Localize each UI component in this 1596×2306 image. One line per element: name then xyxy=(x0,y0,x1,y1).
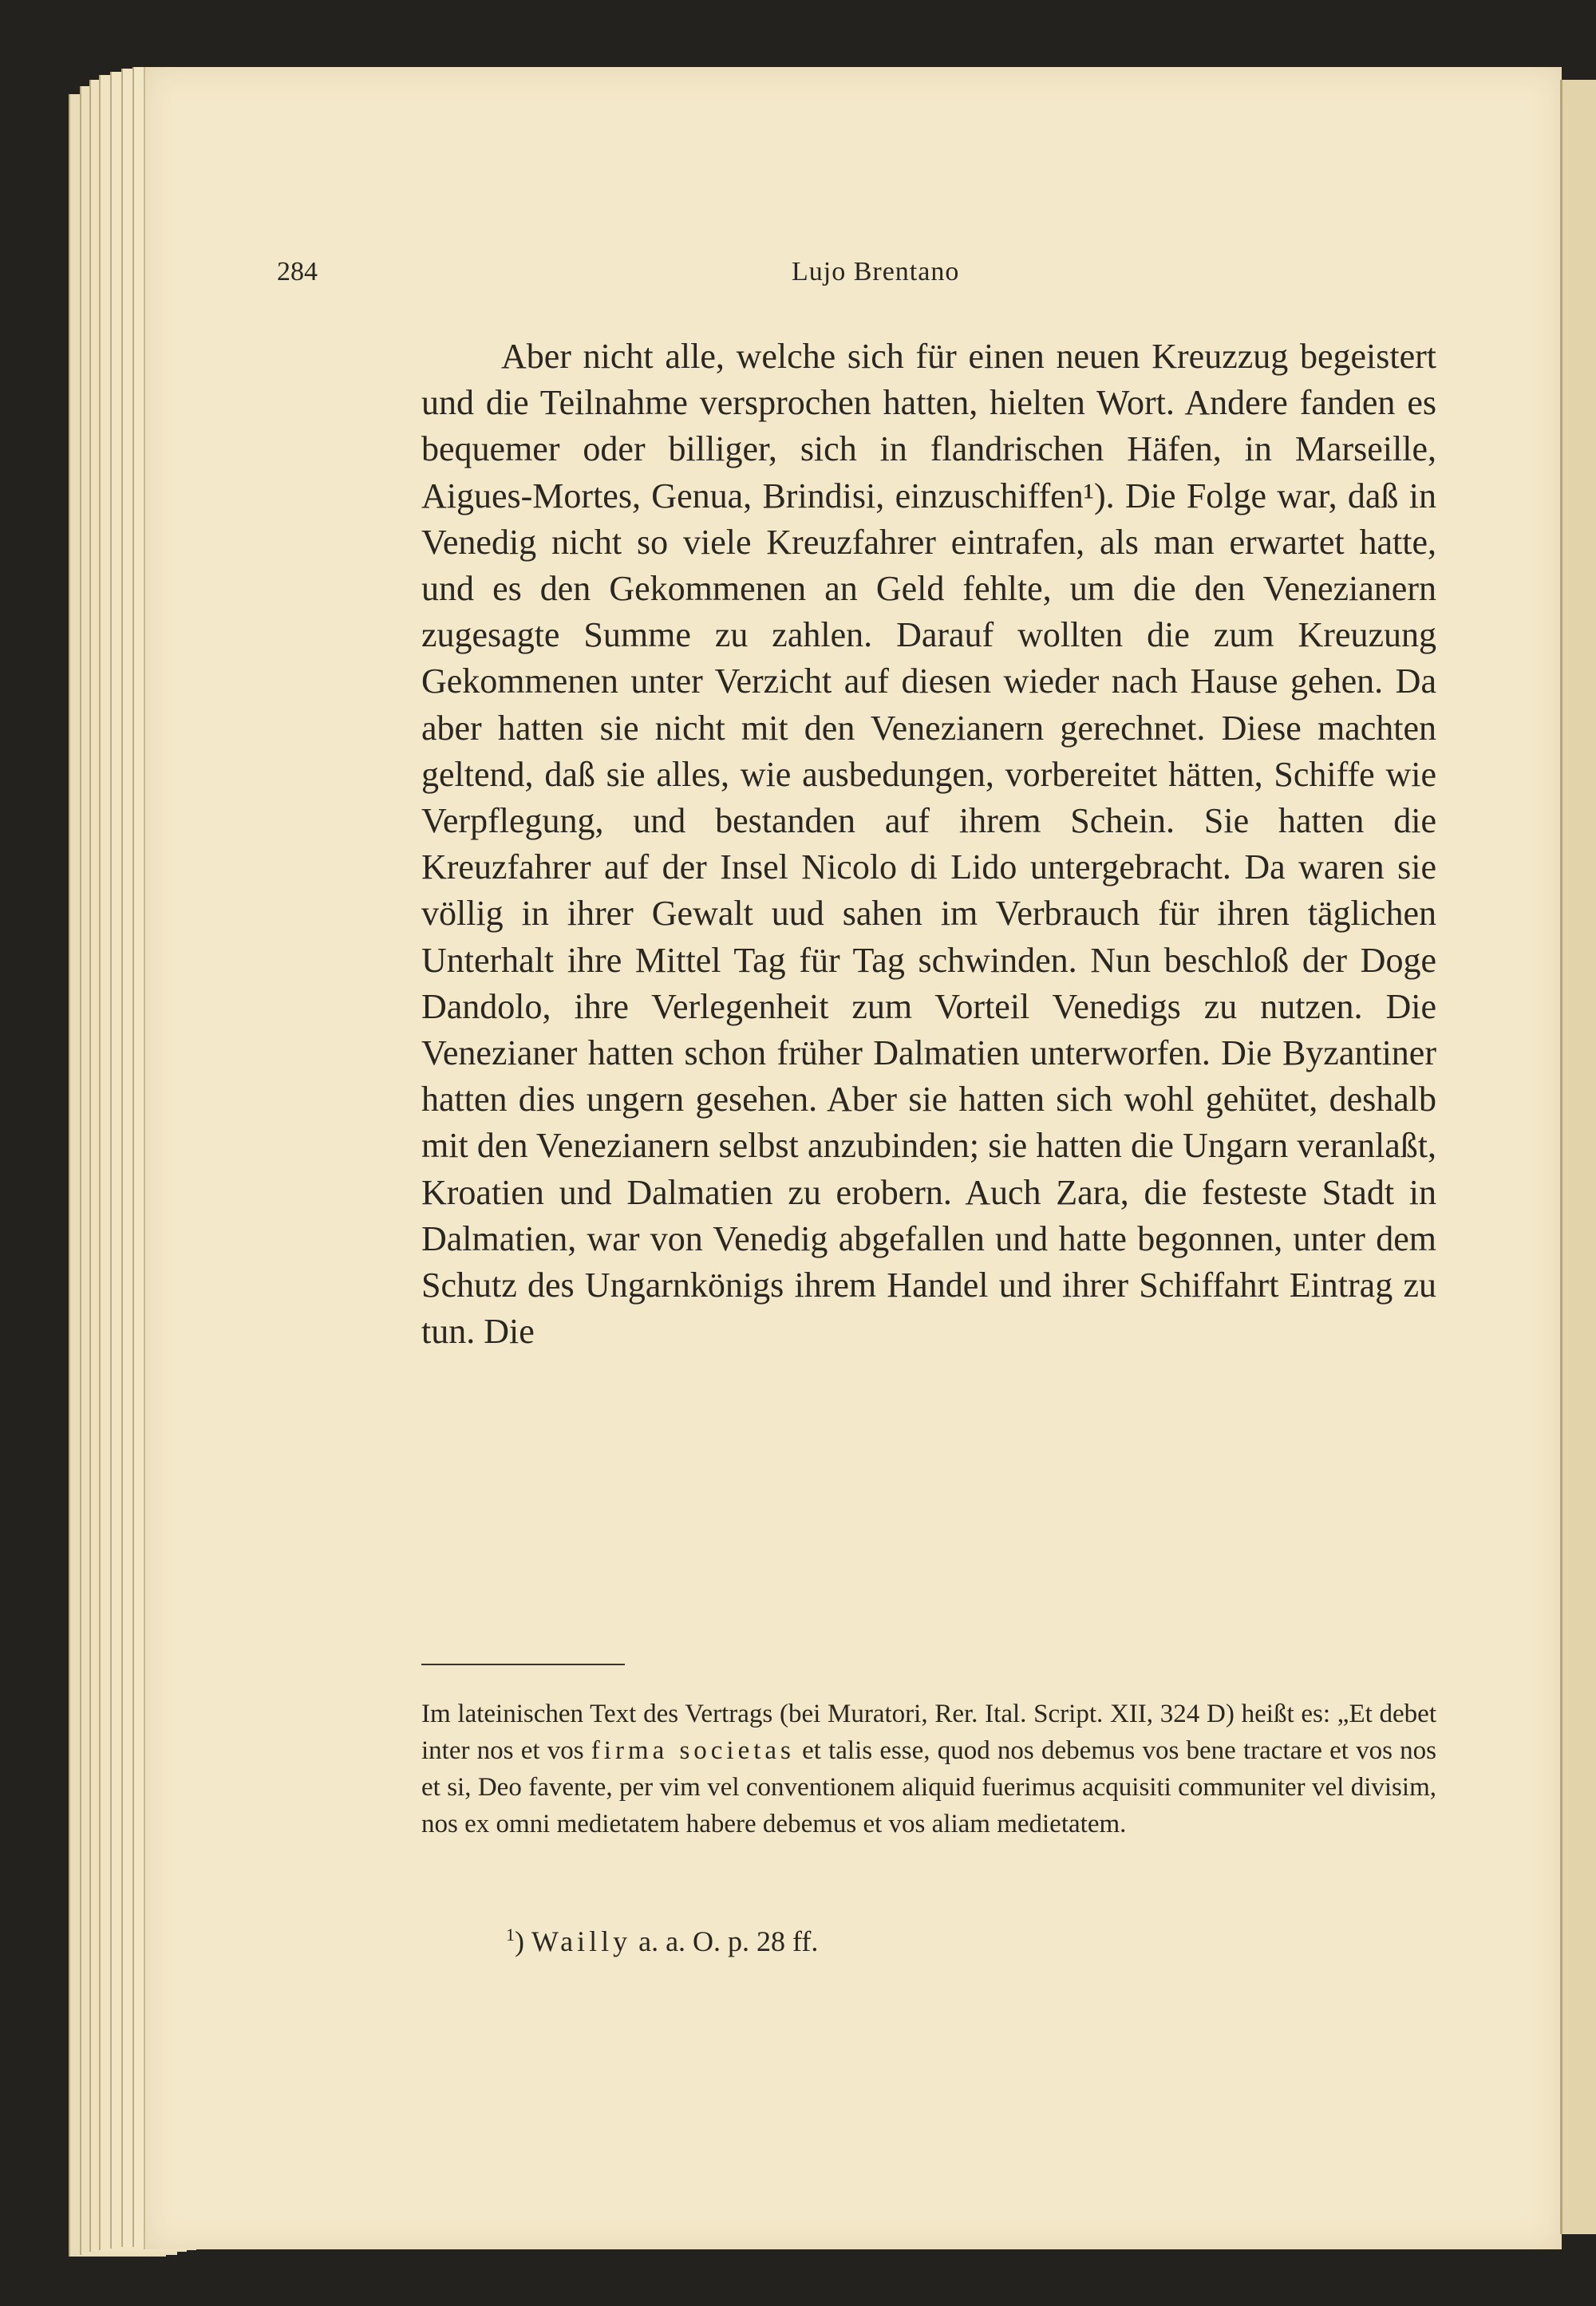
running-head xyxy=(277,257,1434,297)
footnote-text-part: et talis esse, quod nos debemus vos bene tractare et vos nos et si, Deo favente, per vim vel conventionem aliquid fuerimus acquisiti communiter vel divisim, nos ex omni medietatem habere debemus et vos aliam medietatem. xyxy=(421,1736,1436,1838)
footnote-text-part: Im lateinischen Text des Vertrags (bei Muratori, Rer. Ital. Script. XII, 324 D) heißt es: „Et debet inter nos et vos xyxy=(421,1700,1436,1765)
footnote-1: $^1$) Wailly a. a. O. p. 28 ff. xyxy=(506,1925,819,1957)
running-head-author: Lujo Brentano xyxy=(792,257,960,286)
footnote-marker: 1 xyxy=(506,1925,515,1945)
footnote-spaced-phrase: firma societas xyxy=(591,1736,795,1765)
body-paragraph: Aber nicht alle, welche sich für einen neuen Kreuzzug begeistert und die Teilnahme versprochen hatten, hielten Wort. Andere fanden es bequemer oder billiger, sich in flandrischen Häfen, in Marseille, Aigues-Mortes, Genua, Brindisi, einzuschiffen¹). Die Folge war, daß in Venedig nicht so viele Kreuzfahrer eintrafen, als man erwartet hatte, und es den Gekommenen an Geld fehlte, um die den Venezianern zugesagte Summe zu zahlen. Darauf wollten die zum Kreuzung Gekommenen unter Verzicht auf diesen wieder nach Hause gehen. Da aber hatten sie nicht mit den Venezianern gerechnet. Diese machten geltend, daß sie alles, wie ausbedungen, vorbereitet hätten, Schiffe wie Verpflegung, und bestanden auf ihrem Schein. Sie hatten die Kreuzfahrer auf der Insel Nicolo di Lido untergebracht. Da waren sie völlig in ihrer Gewalt uud sahen im Verbrauch für ihren täglichen Unterhalt ihre Mittel Tag für Tag schwinden. Nun beschloß der Doge Dandolo, ihre Verlegenheit zum Vorteil Venedigs zu nutzen. Die Venezianer hatten schon früher Dalmatien unterworfen. Die Byzantiner hatten dies ungern gesehen. Aber sie hatten sich wohl gehütet, deshalb mit den Venezianern selbst anzubinden; sie hatten die Ungarn veranlaßt, Kroatien und Dalmatien zu erobern. Auch Zara, die festeste Stadt in Dalmatien, war von Venedig abgefallen und hatte begonnen, unter dem Schutz des Ungarnkönigs ihrem Handel und ihrer Schiffahrt Eintrag zu tun. Die xyxy=(421,337,1436,1352)
facing-page-edge xyxy=(1560,80,1596,2234)
footnote-divider xyxy=(421,1664,625,1665)
footnote-continued xyxy=(421,1696,1436,1842)
page-number: 284 xyxy=(277,257,318,286)
footnote-citation: a. a. O. p. 28 ff. xyxy=(638,1925,819,1957)
footnote-author: Wailly xyxy=(531,1925,632,1957)
